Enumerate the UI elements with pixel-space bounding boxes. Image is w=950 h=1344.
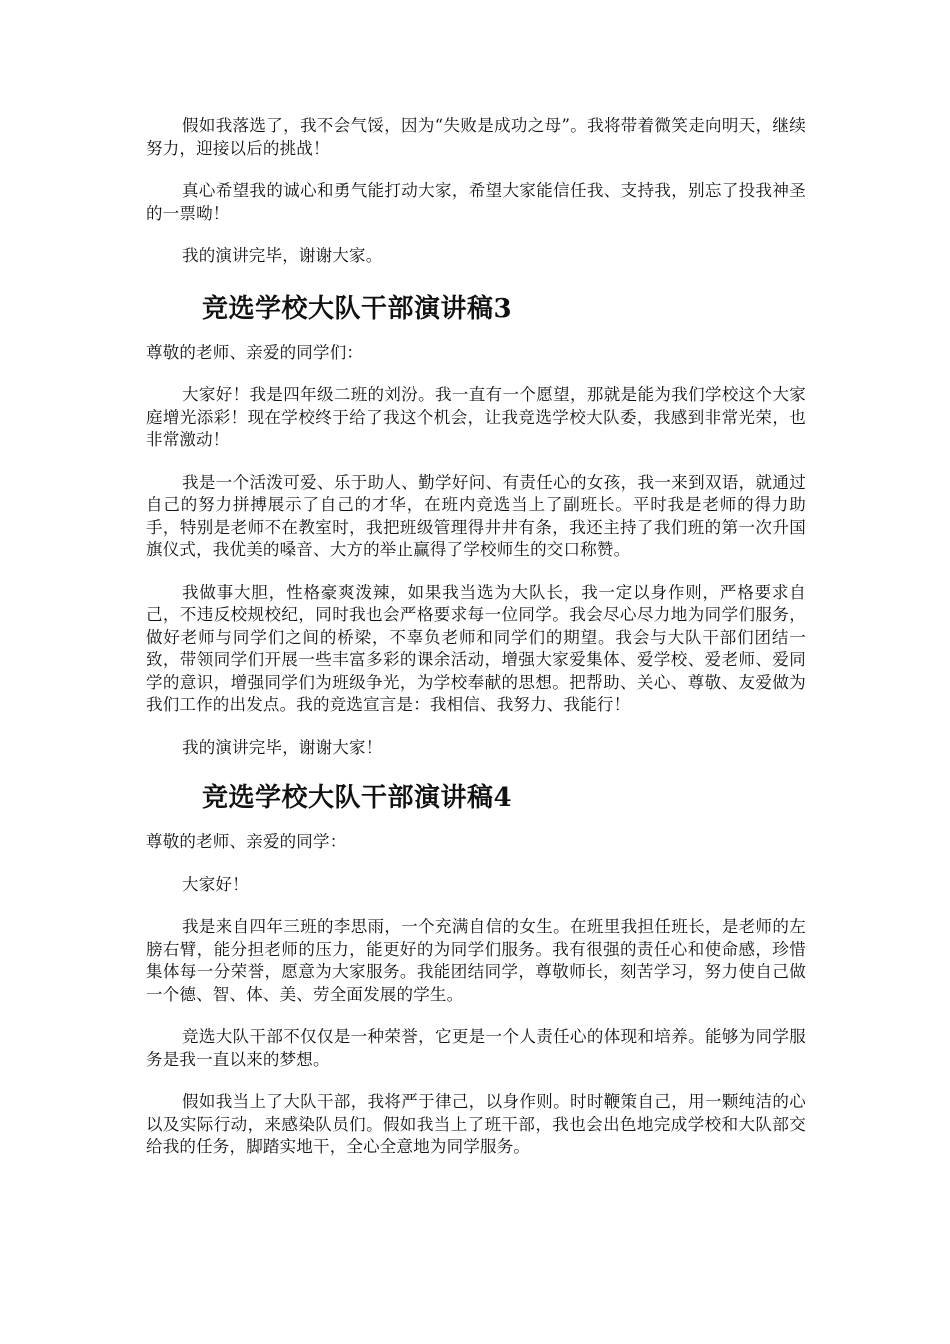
section-4-salutation: 尊敬的老师、亲爱的同学： — [146, 832, 347, 851]
section-4-title: 竞选学校大队干部演讲稿4 — [202, 783, 513, 813]
document-body — [146, 115, 806, 1159]
intro-paragraph-1: 假如我落选了，我不会气馁，因为“失败是成功之母”。我将带着微笑走向明天，继续努力，迎接以后的挑战！ — [146, 116, 806, 158]
section-4-paragraph-1: 大家好！ — [182, 874, 249, 894]
section-4-paragraph-2: 我是来自四年三班的李思雨，一个充满自信的女生。在班里我担任班长，是老师的左膀右臂，能分担老师的压力，能更好的为同学们服务。我有很强的责任心和使命感，珍惜集体每一分荣誉，愿意为大家服务。我能团结同学，尊敬师长，刻苦学习，努力使自己做一个德、智、体、美、劳全面发展的学生。 — [146, 917, 806, 1004]
intro-paragraph-2: 真心希望我的诚心和勇气能打动大家，希望大家能信任我、支持我，别忘了投我神圣的一票呦！ — [146, 181, 806, 223]
section-3-paragraph-2: 我是一个活泼可爱、乐于助人、勤学好问、有责任心的女孩，我一来到双语，就通过自己的努力拼搏展示了自己的才华，在班内竞选当上了副班长。平时我是老师的得力助手，特别是老师不在教室时，我把班级管理得井井有条，我还主持了我们班的第一次升国旗仪式，我优美的嗓音、大方的举止赢得了学校师生的交口称赞。 — [146, 472, 806, 559]
intro-paragraph-3: 我的演讲完毕，谢谢大家。 — [182, 246, 383, 265]
section-4-paragraph-3: 竞选大队干部不仅仅是一种荣誉，它更是一个人责任心的体现和培养。能够为同学服务是我一直以来的梦想。 — [146, 1027, 806, 1069]
section-3-paragraph-4: 我的演讲完毕，谢谢大家！ — [182, 737, 383, 757]
section-3-paragraph-3: 我做事大胆，性格豪爽泼辣，如果我当选为大队长，我一定以身作则，严格要求自己，不违反校规校纪，同时我也会严格要求每一位同学。我会尽心尽力地为同学们服务，做好老师与同学们之间的桥梁，不辜负老师和同学们的期望。我会与大队干部们团结一致，带领同学们开展一些丰富多彩的课余活动，增强大家爱集体、爱学校、爱老师、爱同学的意识，增强同学们为班级争光，为学校奉献的思想。把帮助、关心、尊敬、友爱做为我们工作的出发点。我的竞选宣言是：我相信、我努力、我能行！ — [146, 582, 806, 714]
section-3-title: 竞选学校大队干部演讲稿3 — [202, 293, 513, 324]
section-4-paragraph-4: 假如我当上了大队干部，我将严于律己，以身作则。时时鞭策自己，用一颗纯洁的心以及实际行动，来感染队员们。假如我当上了班干部，我也会出色地完成学校和大队部交给我的任务，脚踏实地干，全心全意地为同学服务。 — [146, 1092, 806, 1156]
section-3-paragraph-1: 大家好！我是四年级二班的刘汾。我一直有一个愿望，那就是能为我们学校这个大家庭增光添彩！现在学校终于给了我这个机会，让我竞选学校大队委，我感到非常光荣，也非常激动！ — [146, 385, 806, 449]
section-3-salutation: 尊敬的老师、亲爱的同学们： — [146, 342, 364, 362]
